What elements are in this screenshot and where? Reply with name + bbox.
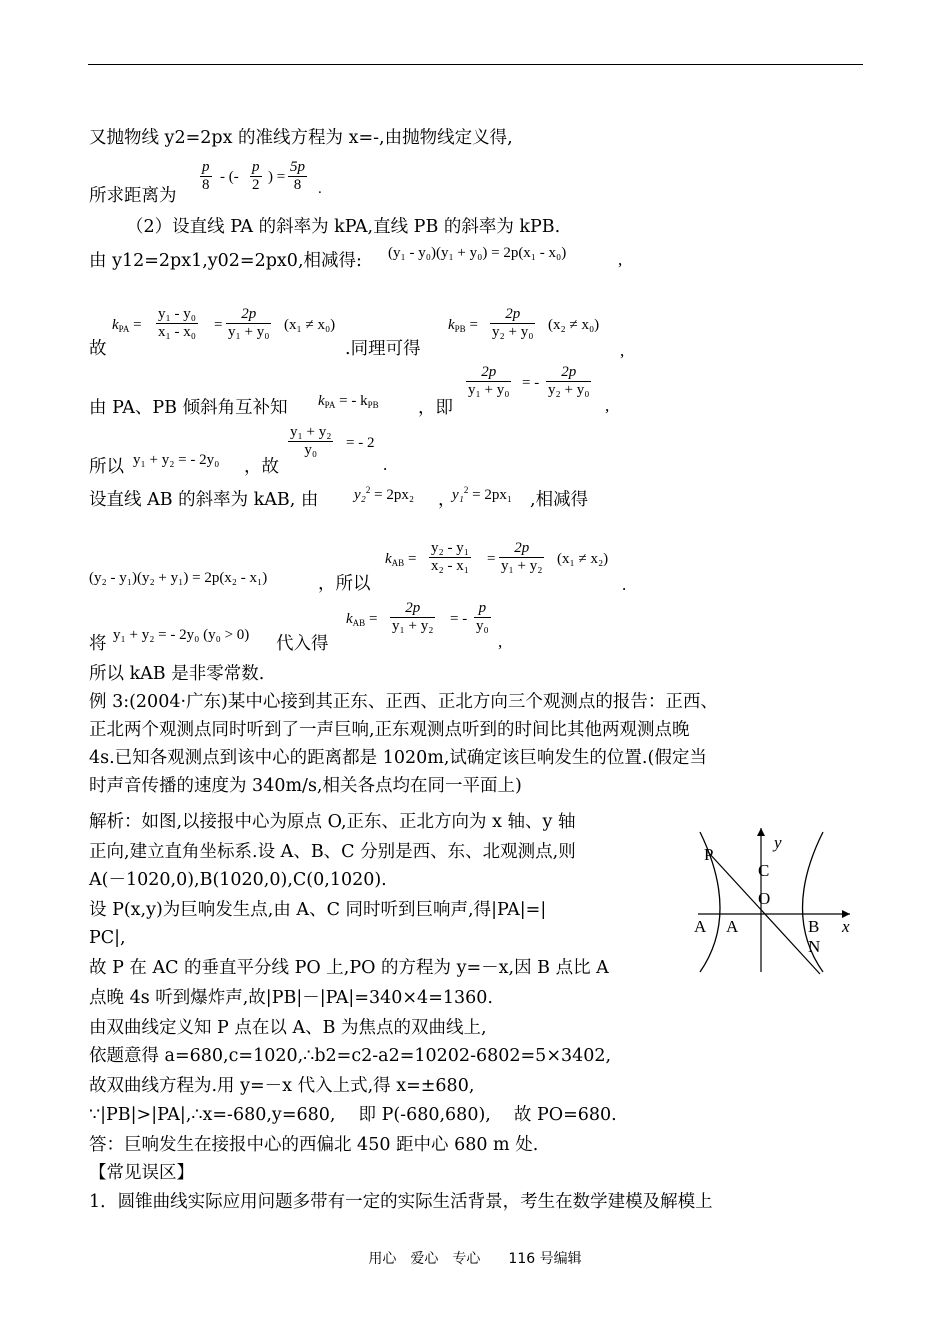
comma: , <box>498 632 503 651</box>
label-o: O <box>758 889 771 908</box>
text-line: 正北两个观测点同时听到了一声巨响,正东观测点听到的时间比其他两观测点晚 <box>89 720 690 740</box>
formula-kpb: $k_{PB}$ = 2p y₂ + y₀ (x₂ ≠ x₀) <box>448 306 600 340</box>
text-line: 1．圆锥曲线实际应用问题多带有一定的实际生活背景，考生在数学建模及解模上 <box>89 1192 713 1212</box>
period: . <box>383 455 388 474</box>
text-line: ∵|PB|>|PA|,∴x=-680,y=680, 即 P(-680,680), 故 PO=680. <box>89 1105 617 1125</box>
numerator: p <box>252 159 260 175</box>
formula-gu: y₁ + y₂ y₀ = - 2 <box>290 424 375 458</box>
text-line: 4s.已知各观测点到该中心的距离都是 1020m,试确定该巨响发生的位置.(假定当 <box>89 748 707 768</box>
label-c: C <box>758 861 770 880</box>
label-x: x <box>842 917 850 936</box>
label-p: P <box>704 845 714 864</box>
text-line: （2）设直线 PA 的斜率为 kPA,直线 PB 的斜率为 kPB. <box>126 217 561 237</box>
text-line: 设直线 AB 的斜率为 kAB, 由 <box>89 490 319 510</box>
answer-line: 答：巨响发生在接报中心的西偏北 450 距中心 680 m 处. <box>89 1135 539 1155</box>
text-line: ，故 <box>244 457 279 477</box>
label-a-2: A <box>726 917 739 936</box>
formula-sum: y₁ + y₂ = - 2y₀ <box>133 452 220 468</box>
operator: ) = <box>268 169 286 185</box>
formula-ab-eq1: y₂$^2$ = 2px₂ <box>354 485 415 503</box>
formula-ji: 2p y₁ + y₀ = - 2p y₂ + y₀ <box>468 364 590 398</box>
comma: , <box>620 341 625 360</box>
text-line: 所以 kAB 是非零常数. <box>89 664 265 684</box>
formula-eq3: (y₂ - y₁)(y₂ + y₁) = 2p(x₂ - x₁) <box>89 570 268 586</box>
text-line: 代入得 <box>276 634 329 654</box>
numerator: 5p <box>290 159 305 175</box>
formula-ab-eq2: y₁$^2$ = 2px₁ <box>452 485 513 503</box>
text-line: 由 PA、PB 倾斜角互补知 <box>89 398 288 418</box>
text-line: ， <box>438 490 456 510</box>
text-line: 时声音传播的速度为 340m/s,相关各点均在同一平面上) <box>89 776 522 796</box>
denominator: 2 <box>252 177 260 193</box>
formula-kpa: $k_{PA}$ = y₁ - y₀ x₁ - x₀ = 2p y₁ + y₀ (x₁ ≠ x₀) <box>112 306 336 340</box>
text-line: 故 <box>89 339 107 359</box>
text-line: PC|, <box>89 928 126 948</box>
text-line: 所求距离为 <box>89 186 177 206</box>
y-axis-arrow <box>757 828 765 836</box>
text-line: 点晚 4s 听到爆炸声,故|PB|－|PA|=340×4=1360. <box>89 988 493 1008</box>
page-footer: 用心 爱心 专心 116 号编辑 <box>368 1251 582 1267</box>
label-a-1: A <box>694 917 707 936</box>
text-line: 故 P 在 AC 的垂直平分线 PO 上,PO 的方程为 y=－x,因 B 点比 A <box>89 958 609 978</box>
text-line: 所以 <box>89 457 124 477</box>
text-line: 依题意得 a=680,c=1020,∴b2=c2-a2=10202-6802=5×3402, <box>89 1046 612 1066</box>
period: . <box>318 181 322 197</box>
text-line: 解析：如图,以接报中心为原点 O,正东、正北方向为 x 轴、y 轴 <box>89 812 576 832</box>
hyperbola-diagram <box>690 822 855 982</box>
text-line: 由 y12=2px1,y02=2px0,相减得: <box>89 251 362 271</box>
text-line: ，即 <box>418 398 453 418</box>
comma: , <box>605 396 610 415</box>
text-line: ,相减得 <box>530 490 589 510</box>
text-line: A(－1020,0),B(1020,0),C(0,1020). <box>89 870 387 890</box>
example-heading: 例 3:(2004·广东)某中心接到其正东、正西、正北方向三个观测点的报告：正西、 <box>89 692 718 712</box>
text-line: 故双曲线方程为.用 y=－x 代入上式,得 x=±680, <box>89 1076 475 1096</box>
formula-kab: $k_{AB}$ = y₂ - y₁ x₂ - x₁ = 2p y₁ + y₂ (x₁ ≠ x₂) <box>385 540 609 574</box>
text-line: .同理可得 <box>345 339 421 359</box>
text-line: 设 P(x,y)为巨响发生点,由 A、C 同时听到巨响声,得|PA|=| <box>89 900 547 920</box>
denominator: 8 <box>293 177 302 193</box>
numerator: p <box>202 159 210 175</box>
formula-eq1: (y₁ - y₀)(y₁ + y₀) = 2p(x₁ - x₀) <box>388 245 567 261</box>
label-b: B <box>808 917 820 936</box>
text-line: 由双曲线定义知 P 点在以 A、B 为焦点的双曲线上, <box>89 1018 487 1038</box>
denominator: 8 <box>202 177 210 193</box>
label-n: N <box>808 937 821 956</box>
label-y: y <box>774 833 782 852</box>
period: . <box>622 575 627 594</box>
formula-result: $k_{AB}$ = 2p y₁ + y₂ = - p y₀ <box>346 600 489 634</box>
text-line: 又抛物线 y2=2px 的准线方程为 x=-,由抛物线定义得, <box>89 128 513 148</box>
header-rule <box>88 64 863 65</box>
formula-kpa-kpb: $k_{PA}$ = - $k_{PB}$ <box>318 393 379 410</box>
formula-substitute: y₁ + y₂ = - 2y₀ (y₀ > 0) <box>113 627 250 643</box>
section-heading: 【常见误区】 <box>89 1163 194 1183</box>
operator: - (- <box>220 169 239 185</box>
text-line: ，所以 <box>318 574 371 594</box>
text-line: 正向,建立直角坐标系.设 A、B、C 分别是西、东、北观测点,则 <box>89 842 576 862</box>
text-line: 将 <box>89 634 107 654</box>
comma: , <box>618 250 623 269</box>
